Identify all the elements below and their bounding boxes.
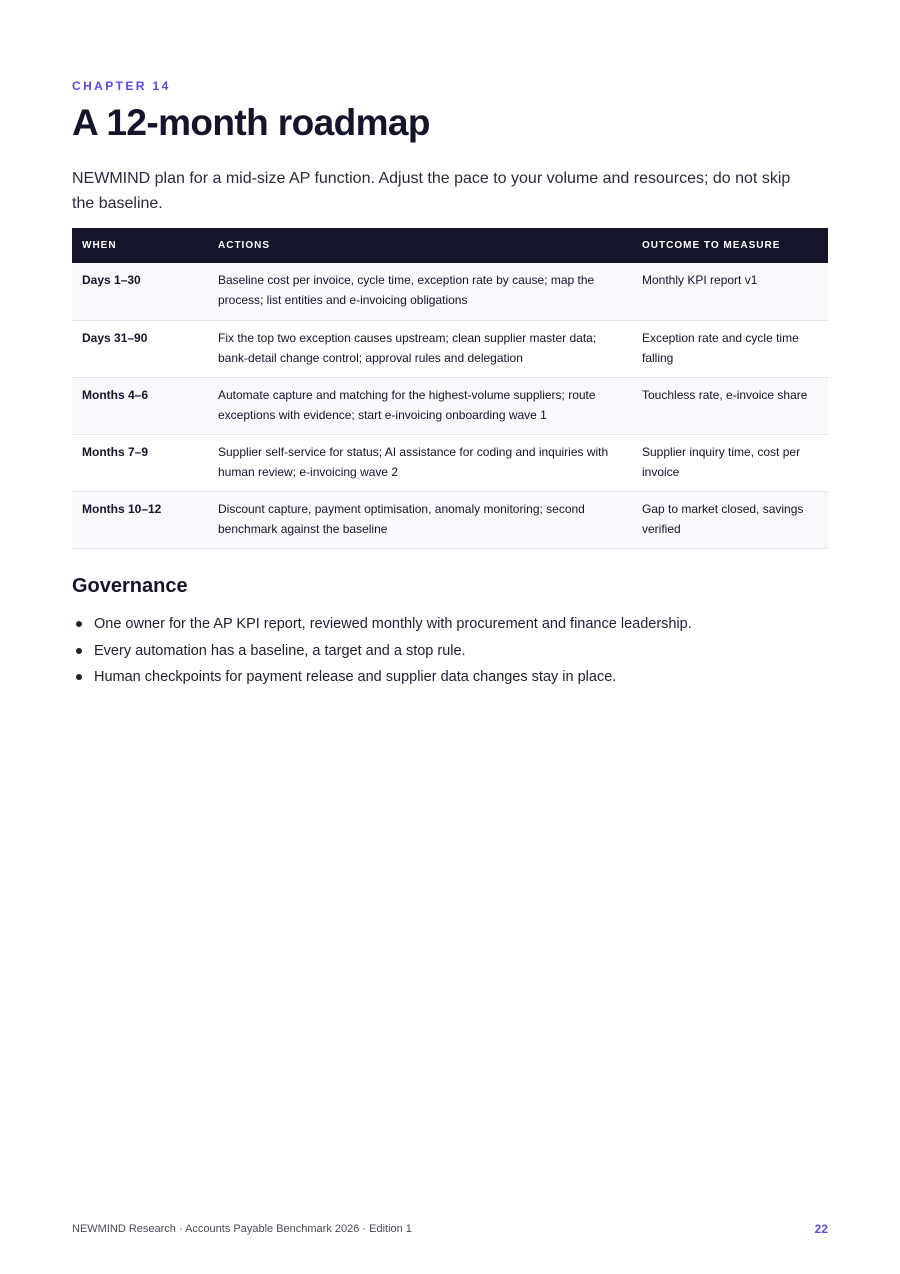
bullet-icon (76, 621, 82, 627)
cell-outcome: Exception rate and cycle time falling (632, 320, 828, 377)
table-row (72, 434, 828, 491)
table-row (72, 320, 828, 377)
bullet-icon (76, 648, 82, 654)
list-item-text: Every automation has a baseline, a target and a stop rule. (94, 642, 466, 659)
list-item-text: Human checkpoints for payment release and supplier data changes stay in place. (94, 669, 617, 685)
chapter-label: CHAPTER 14 (72, 79, 171, 93)
cell-actions: Automate capture and matching for the highest-volume suppliers; route exceptions with evidence; start e-invoicing onboarding wave 1 (208, 377, 632, 434)
cell-when: Days 1–30 (72, 263, 208, 320)
page-number: 22 (814, 1222, 828, 1236)
column-header-when: WHEN (72, 228, 208, 263)
column-header-actions: ACTIONS (208, 228, 632, 263)
roadmap-table (72, 228, 828, 549)
footer-source: NEWMIND Research · Accounts Payable Benchmark 2026 · Edition 1 (72, 1223, 412, 1235)
governance-list (72, 611, 692, 691)
cell-when: Months 7–9 (72, 434, 208, 491)
table-header-row (72, 228, 828, 263)
bullet-icon (76, 674, 82, 680)
cell-outcome: Gap to market closed, savings verified (632, 491, 828, 548)
cell-actions: Baseline cost per invoice, cycle time, exception rate by cause; map the process; list entities and e-invoicing obligations (208, 263, 632, 320)
intro-paragraph: NEWMIND plan for a mid-size AP function. Adjust the pace to your volume and resources; do not skip the baseline. (72, 170, 791, 212)
cell-when: Days 31–90 (72, 320, 208, 377)
table-row (72, 263, 828, 320)
column-header-outcome: OUTCOME TO MEASURE (632, 228, 828, 263)
governance-heading: Governance (72, 575, 188, 597)
cell-outcome: Monthly KPI report v1 (632, 263, 828, 320)
list-item-text: One owner for the AP KPI report, reviewed monthly with procurement and finance leadership. (94, 616, 692, 632)
table-row (72, 491, 828, 548)
cell-when: Months 10–12 (72, 491, 208, 548)
cell-when: Months 4–6 (72, 377, 208, 434)
document-page (72, 0, 828, 1274)
table-row (72, 377, 828, 434)
list-item (72, 611, 692, 638)
cell-outcome: Touchless rate, e-invoice share (632, 377, 828, 434)
page-title: A 12-month roadmap (72, 102, 430, 143)
list-item (72, 664, 692, 691)
cell-actions: Supplier self-service for status; AI assistance for coding and inquiries with human review; e-invoicing wave 2 (208, 434, 632, 491)
list-item (72, 638, 692, 665)
cell-actions: Discount capture, payment optimisation, anomaly monitoring; second benchmark against the baseline (208, 491, 632, 548)
cell-actions: Fix the top two exception causes upstream; clean supplier master data; bank-detail change control; approval rules and delegation (208, 320, 632, 377)
cell-outcome: Supplier inquiry time, cost per invoice (632, 434, 828, 491)
